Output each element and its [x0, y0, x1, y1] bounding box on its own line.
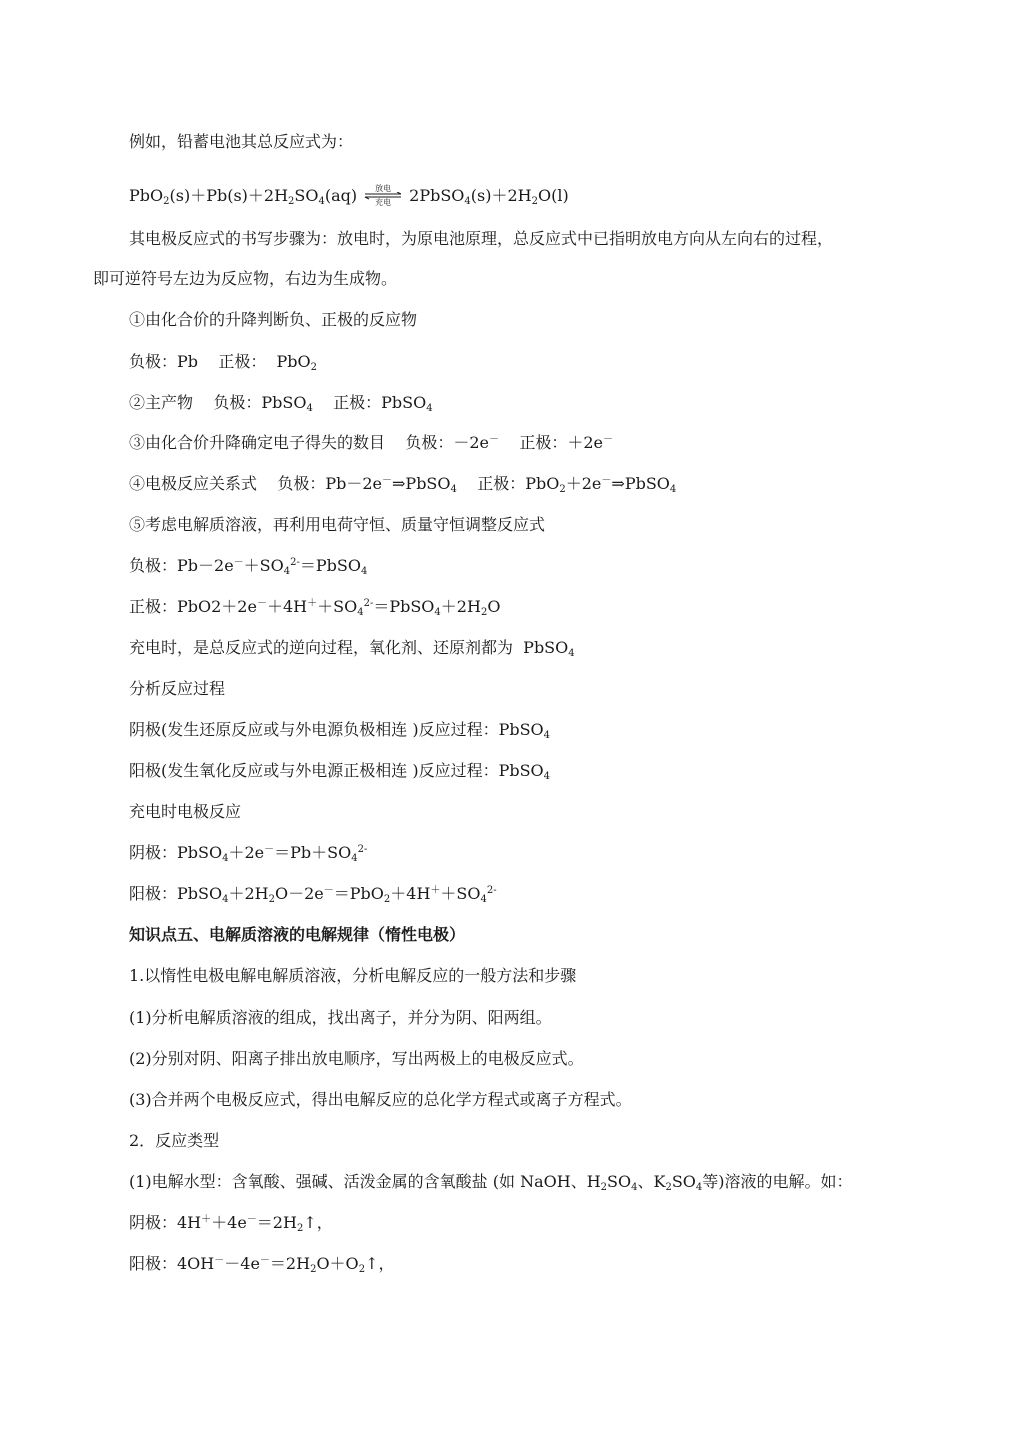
- subscript: 4: [695, 1182, 703, 1193]
- text: ⇒PbSO: [611, 474, 670, 493]
- subscript: 4: [631, 1182, 638, 1193]
- reversible-arrow: [363, 183, 403, 208]
- subscript: 2: [163, 196, 170, 207]
- superscript: 2-: [486, 885, 497, 896]
- superscript: －: [256, 598, 267, 609]
- subscript: 2: [288, 196, 295, 207]
- subscript: 2: [358, 1264, 366, 1275]
- text: 负极：Pb 正极： PbO: [129, 352, 311, 371]
- text: ＋2e: [228, 843, 265, 862]
- paragraph-steps-intro: [129, 228, 833, 250]
- text: 例如，铅蓄电池其总反应式为：: [129, 132, 354, 151]
- text: O－2e: [274, 884, 324, 903]
- superscript: 2-: [290, 557, 300, 568]
- text: ③由化合价升降确定电子得失的数目 负极：－2e: [129, 433, 489, 452]
- superscript: －: [214, 1255, 225, 1266]
- text: 充电时电极反应: [129, 802, 242, 821]
- subscript: 4: [464, 196, 471, 207]
- text: ②主产物 负极：PbSO: [129, 393, 307, 412]
- text: ＋2e: [565, 474, 602, 493]
- text: O＋O: [316, 1254, 359, 1273]
- text: SO: [671, 1172, 696, 1191]
- text: 正极：PbO: [456, 474, 560, 493]
- subscript: 4: [450, 484, 457, 495]
- subscript: 4: [222, 894, 229, 905]
- text: ＝PbSO: [373, 597, 435, 616]
- item-1-step-1: [129, 1007, 552, 1029]
- item-2-water-type: [129, 1171, 853, 1193]
- cathode-process: [129, 719, 550, 741]
- text: ＋4e: [211, 1213, 247, 1232]
- subscript: 2: [296, 1223, 304, 1234]
- superscript: ＋: [307, 598, 318, 609]
- subscript: 4: [543, 730, 551, 741]
- cathode-equation: [129, 842, 367, 864]
- subscript: 2: [268, 894, 275, 905]
- text: 分析反应过程: [129, 679, 226, 698]
- superscript: －: [382, 475, 393, 486]
- item-2: [129, 1130, 219, 1152]
- superscript: －: [603, 434, 613, 445]
- arrow-label-discharge: 放电: [375, 183, 392, 193]
- text: (1)分析电解质溶液的组成，找出离子，并分为阴、阳两组。: [129, 1008, 552, 1027]
- subscript: 4: [669, 484, 677, 495]
- text: 知识点五、电解质溶液的电解规律（惰性电极）: [129, 925, 466, 944]
- text: 阴极：4H: [129, 1213, 202, 1232]
- superscript: －: [246, 1214, 257, 1225]
- positive-electrode-equation: [129, 596, 500, 618]
- subscript: 4: [222, 853, 229, 864]
- superscript: －: [323, 885, 334, 896]
- subscript: 2: [665, 1182, 672, 1193]
- item-1: [129, 965, 576, 987]
- superscript: －: [601, 475, 612, 486]
- item-1-step-2: [129, 1048, 584, 1070]
- text: (s)＋Pb(s)＋2H: [169, 186, 289, 205]
- text: SO: [294, 186, 319, 205]
- text: 阳极：4OH: [129, 1254, 215, 1273]
- text: ＋4H: [266, 597, 308, 616]
- item-1-step-3: [129, 1089, 632, 1111]
- analysis-heading: [129, 678, 225, 700]
- subscript: 2: [559, 484, 566, 495]
- text: ＝PbSO: [299, 556, 361, 575]
- text: ↑，: [365, 1254, 395, 1273]
- subscript: 4: [568, 648, 575, 659]
- text: ＝PbO: [333, 884, 384, 903]
- text: (1)电解水型：含氧酸、强碱、活泼金属的含氧酸盐 (如 NaOH、H: [129, 1172, 601, 1191]
- text: ↑，: [303, 1213, 333, 1232]
- text: O: [487, 597, 501, 616]
- superscript: ＋: [430, 885, 441, 896]
- equation-total-reaction: [129, 185, 569, 208]
- text: 正极：PbO2＋2e: [129, 597, 257, 616]
- superscript: －: [264, 844, 275, 855]
- paragraph-example-intro: [129, 131, 353, 153]
- text: ＋4H: [390, 884, 431, 903]
- text: 阴极(发生还原反应或与外电源负极相连 )反应过程：PbSO: [129, 720, 544, 739]
- step-1: [129, 309, 417, 331]
- step-5: [129, 514, 545, 536]
- text: ⇒PbSO: [392, 474, 451, 493]
- arrow-label-charge: 充电: [375, 197, 392, 207]
- section-heading: [129, 924, 465, 946]
- text: SO: [607, 1172, 632, 1191]
- text: 充电时，是总反应式的逆向过程，氧化剂、还原剂都为 PbSO: [129, 638, 569, 657]
- text: ＋2H: [228, 884, 269, 903]
- text: 1.以惰性电极电解电解质溶液，分析电解反应的一般方法和步骤: [129, 966, 577, 985]
- subscript: 4: [480, 894, 487, 905]
- text: (aq): [324, 186, 358, 205]
- text: PbO: [129, 186, 164, 205]
- subscript: 4: [434, 607, 441, 618]
- text: ＋SO: [317, 597, 358, 616]
- superscript: ＋: [201, 1214, 212, 1225]
- charging-note: [129, 637, 575, 659]
- text: 、K: [637, 1172, 666, 1191]
- text: －4e: [224, 1254, 260, 1273]
- text: ＝2H: [269, 1254, 311, 1273]
- text: 阴极：PbSO: [129, 843, 223, 862]
- text: ＋2H: [440, 597, 481, 616]
- paragraph-steps-intro-cont: [93, 268, 397, 290]
- superscript: －: [259, 1255, 270, 1266]
- text: (s)＋2H: [470, 186, 532, 205]
- water-anode-equation: [129, 1253, 394, 1275]
- subscript: 4: [351, 853, 358, 864]
- superscript: 2-: [357, 844, 368, 855]
- text: 2PbSO: [409, 186, 465, 205]
- subscript: 2: [531, 196, 538, 207]
- text: ＝2H: [256, 1213, 297, 1232]
- text: 等)溶液的电解。如：: [702, 1172, 853, 1191]
- negative-electrode-equation: [129, 555, 367, 577]
- subscript: 2: [383, 894, 391, 905]
- text: 2．反应类型: [129, 1131, 220, 1150]
- water-cathode-equation: [129, 1212, 333, 1234]
- subscript: 4: [318, 196, 325, 207]
- subscript: 2: [310, 362, 318, 373]
- text: ①由化合价的升降判断负、正极的反应物: [129, 310, 418, 329]
- text: (3)合并两个电极反应式，得出电解反应的总化学方程式或离子方程式。: [129, 1090, 632, 1109]
- text: ④电极反应关系式 负极：Pb－2e: [129, 474, 383, 493]
- text: 其电极反应式的书写步骤为：放电时，为原电池原理，总反应式中已指明放电方向从左向右的过程，: [129, 229, 834, 248]
- text: (2)分别对阴、阳离子排出放电顺序，写出两极上的电极反应式。: [129, 1049, 584, 1068]
- subscript: 4: [543, 771, 551, 782]
- subscript: 2: [310, 1264, 317, 1275]
- text: ⑤考虑电解质溶液，再利用电荷守恒、质量守恒调整反应式: [129, 515, 546, 534]
- text: 正极：＋2e: [499, 433, 603, 452]
- superscript: －: [489, 434, 499, 445]
- subscript: 2: [480, 607, 488, 618]
- subscript: 4: [360, 566, 368, 577]
- text: 即可逆符号左边为反应物，右边为生成物。: [93, 269, 398, 288]
- charging-reaction-heading: [129, 801, 241, 823]
- step-1-detail: [129, 351, 317, 373]
- text: O(l): [538, 186, 569, 205]
- text: ＝Pb＋SO: [274, 843, 352, 862]
- text: ＋SO: [440, 884, 481, 903]
- subscript: 4: [306, 403, 313, 414]
- subscript: 4: [357, 607, 364, 618]
- subscript: 4: [426, 403, 433, 414]
- anode-equation: [129, 883, 497, 905]
- step-4: [129, 473, 676, 495]
- text: 负极：Pb－2e: [129, 556, 234, 575]
- text: ＋SO: [243, 556, 284, 575]
- text: 阳极(发生氧化反应或与外电源正极相连 )反应过程：PbSO: [129, 761, 544, 780]
- anode-process: [129, 760, 550, 782]
- subscript: 4: [283, 566, 291, 577]
- step-3: [129, 432, 613, 454]
- superscript: －: [233, 557, 244, 568]
- step-2: [129, 392, 433, 414]
- subscript: 2: [600, 1182, 608, 1193]
- text: 阳极：PbSO: [129, 884, 223, 903]
- superscript: 2-: [363, 598, 374, 609]
- text: 正极：PbSO: [312, 393, 427, 412]
